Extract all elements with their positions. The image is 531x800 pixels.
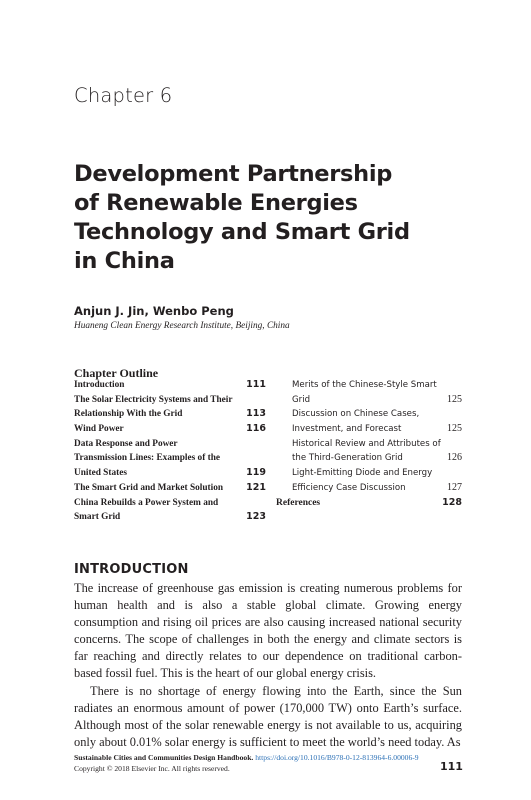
outline-entry-title: Data Response and Power: [74, 438, 178, 449]
outline-entry-title: Efficiency Case Discussion: [292, 482, 406, 493]
outline-entry-title: Transmission Lines: Examples of the: [74, 453, 221, 464]
outline-entry-page: 116: [246, 423, 266, 435]
outline-entry[interactable]: [74, 422, 266, 437]
outline-entry[interactable]: [74, 437, 266, 452]
outline-entry[interactable]: [74, 466, 266, 481]
chapter-title: [74, 160, 494, 276]
outline-entry-title: Relationship With the Grid: [74, 409, 183, 420]
outline-entry-title: Grid: [292, 394, 311, 405]
outline-entry-title: Investment, and Forecast: [292, 424, 402, 435]
section-heading: INTRODUCTION: [74, 562, 189, 577]
body-paragraph: There is no shortage of energy flowing into the Earth, since the Sun radiates an enormous amount of power (170,000 TW) onto Earth’s surface. Although most of the solar renewable energy is not available to us, acquiring only about 0.01% solar energy is sufficient to meet the world’s need today. As: [74, 683, 462, 749]
outline-entry-page: 119: [246, 467, 266, 479]
outline-entry[interactable]: [276, 451, 462, 466]
outline-entry-title: Discussion on Chinese Cases,: [292, 409, 420, 420]
outline-entry[interactable]: [276, 437, 462, 452]
outline-entry-page: 125: [447, 393, 462, 405]
book-title: Sustainable Cities and Communities Design Handbook.: [74, 753, 254, 762]
body-paragraph: The increase of greenhouse gas emission is creating numerous problems for human health and is also a stable global climate. Growing energy consumption and rising oil prices are also causing increased national security concerns. The scope of challenges in both the energy and climate sectors is far reaching and directly relates to our dependence on traditional carbon-based fossil fuel. This is the heart of our global energy crisis.: [74, 581, 462, 681]
outline-entry[interactable]: [74, 510, 266, 525]
outline-entry[interactable]: [74, 407, 266, 422]
chapter-outline-right-column: [276, 378, 462, 510]
outline-entry-title: References: [276, 497, 321, 508]
outline-entry-title: the Third-Generation Grid: [292, 453, 403, 464]
outline-entry[interactable]: [276, 378, 462, 393]
outline-entry-page: 125: [447, 423, 462, 435]
outline-entry[interactable]: [276, 407, 462, 422]
authors: Anjun J. Jin, Wenbo Peng: [74, 304, 234, 318]
outline-entry-page: 113: [246, 408, 266, 420]
title-line: of Renewable Energies: [74, 190, 358, 216]
outline-entry-page: 123: [246, 511, 266, 523]
footer-citation: [74, 753, 419, 762]
outline-entry[interactable]: [276, 393, 462, 408]
outline-entry-page: 127: [447, 481, 462, 493]
title-line: Technology and Smart Grid: [74, 219, 410, 245]
doi-link[interactable]: https://doi.org/10.1016/B978-0-12-813964-6.00006-9: [255, 753, 419, 762]
outline-entry[interactable]: [74, 496, 266, 511]
page-number: 111: [440, 760, 463, 773]
copyright-notice: Copyright © 2018 Elsevier Inc. All rights reserved.: [74, 764, 230, 773]
outline-entry-title: Introduction: [74, 380, 125, 390]
title-line: in China: [74, 248, 175, 274]
outline-entry-title: Merits of the Chinese-Style Smart: [292, 380, 437, 390]
outline-entry-page: 121: [246, 481, 266, 493]
outline-entry-title: Wind Power: [74, 424, 124, 435]
outline-entry[interactable]: [276, 466, 462, 481]
title-line: Development Partnership: [74, 161, 393, 187]
outline-entry-title: Smart Grid: [74, 512, 121, 523]
outline-entry-title: United States: [74, 468, 127, 479]
chapter-label: Chapter 6: [74, 84, 173, 107]
outline-entry-title: Historical Review and Attributes of: [292, 438, 441, 449]
outline-entry-title: The Smart Grid and Market Solution: [74, 482, 224, 493]
outline-entry[interactable]: [276, 481, 462, 496]
outline-entry[interactable]: [74, 393, 266, 408]
outline-entry[interactable]: [74, 378, 266, 393]
outline-entry-references[interactable]: [276, 496, 462, 511]
outline-entry[interactable]: [276, 422, 462, 437]
outline-entry-title: China Rebuilds a Power System and: [74, 497, 219, 508]
outline-entry-title: The Solar Electricity Systems and Their: [74, 394, 233, 405]
body-text: [74, 580, 462, 751]
outline-entry[interactable]: [74, 451, 266, 466]
outline-entry-title: Light-Emitting Diode and Energy: [292, 468, 433, 479]
affiliation: Huaneng Clean Energy Research Institute, Beijing, China: [74, 321, 290, 331]
outline-entry-page: 128: [442, 496, 462, 508]
outline-entry[interactable]: [74, 481, 266, 496]
chapter-outline-left-column: [74, 378, 266, 525]
chapter-outline-heading: Chapter Outline: [74, 366, 159, 380]
outline-entry-page: 111: [246, 379, 266, 390]
outline-entry-page: 126: [447, 452, 462, 464]
